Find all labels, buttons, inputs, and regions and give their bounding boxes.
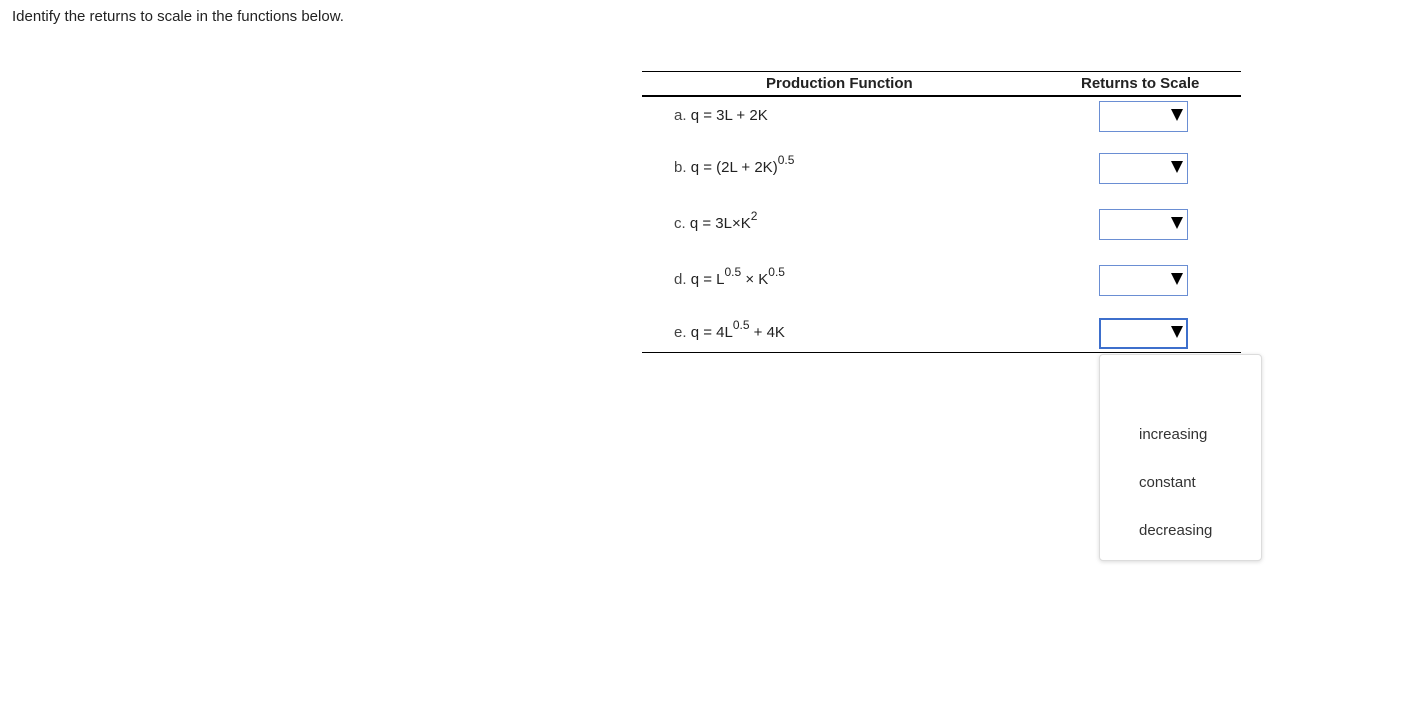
exponent: 0.5 <box>724 265 742 279</box>
function-c <box>674 209 758 232</box>
function-text: q = 3L + 2K <box>690 107 768 124</box>
header-returns-to-scale: Returns to Scale <box>1081 75 1200 92</box>
option-decreasing[interactable]: decreasing <box>1139 522 1213 539</box>
option-increasing[interactable]: increasing <box>1139 426 1208 443</box>
exponent: 0.5 <box>768 265 785 279</box>
returns-dropdown-menu <box>1099 354 1262 561</box>
row-prefix: b. <box>674 159 687 176</box>
table-bottom-rule <box>642 352 1241 353</box>
function-text: q = (2L + 2K) <box>690 159 778 176</box>
function-a <box>674 107 768 124</box>
function-text-mid: + 4K <box>749 324 785 341</box>
row-prefix: d. <box>674 271 687 288</box>
row-prefix: a. <box>674 107 687 124</box>
function-text-mid: × K <box>741 271 769 288</box>
function-e <box>674 318 785 341</box>
function-text: q = 3L×K <box>689 215 751 232</box>
exponent: 0.5 <box>777 153 795 167</box>
instructions-text: Identify the returns to scale in the functions below. <box>12 8 344 25</box>
triangle-down-icon <box>1171 273 1183 285</box>
exponent: 0.5 <box>732 318 750 332</box>
option-constant[interactable]: constant <box>1139 474 1196 491</box>
row-prefix: e. <box>674 324 687 341</box>
function-text: q = L <box>690 271 725 288</box>
returns-select-d[interactable] <box>1099 265 1188 296</box>
triangle-down-icon <box>1171 326 1183 338</box>
table-header-rule <box>642 95 1241 97</box>
function-d <box>674 265 785 288</box>
returns-select-a[interactable] <box>1099 101 1188 132</box>
exponent: 2 <box>750 209 758 223</box>
triangle-down-icon <box>1171 109 1183 121</box>
triangle-down-icon <box>1171 217 1183 229</box>
header-production-function: Production Function <box>766 75 913 92</box>
table-top-rule <box>642 71 1241 72</box>
row-prefix: c. <box>674 215 686 232</box>
function-b <box>674 153 795 176</box>
function-text: q = 4L <box>690 324 733 341</box>
returns-select-b[interactable] <box>1099 153 1188 184</box>
triangle-down-icon <box>1171 161 1183 173</box>
returns-select-c[interactable] <box>1099 209 1188 240</box>
returns-select-e[interactable] <box>1099 318 1188 349</box>
